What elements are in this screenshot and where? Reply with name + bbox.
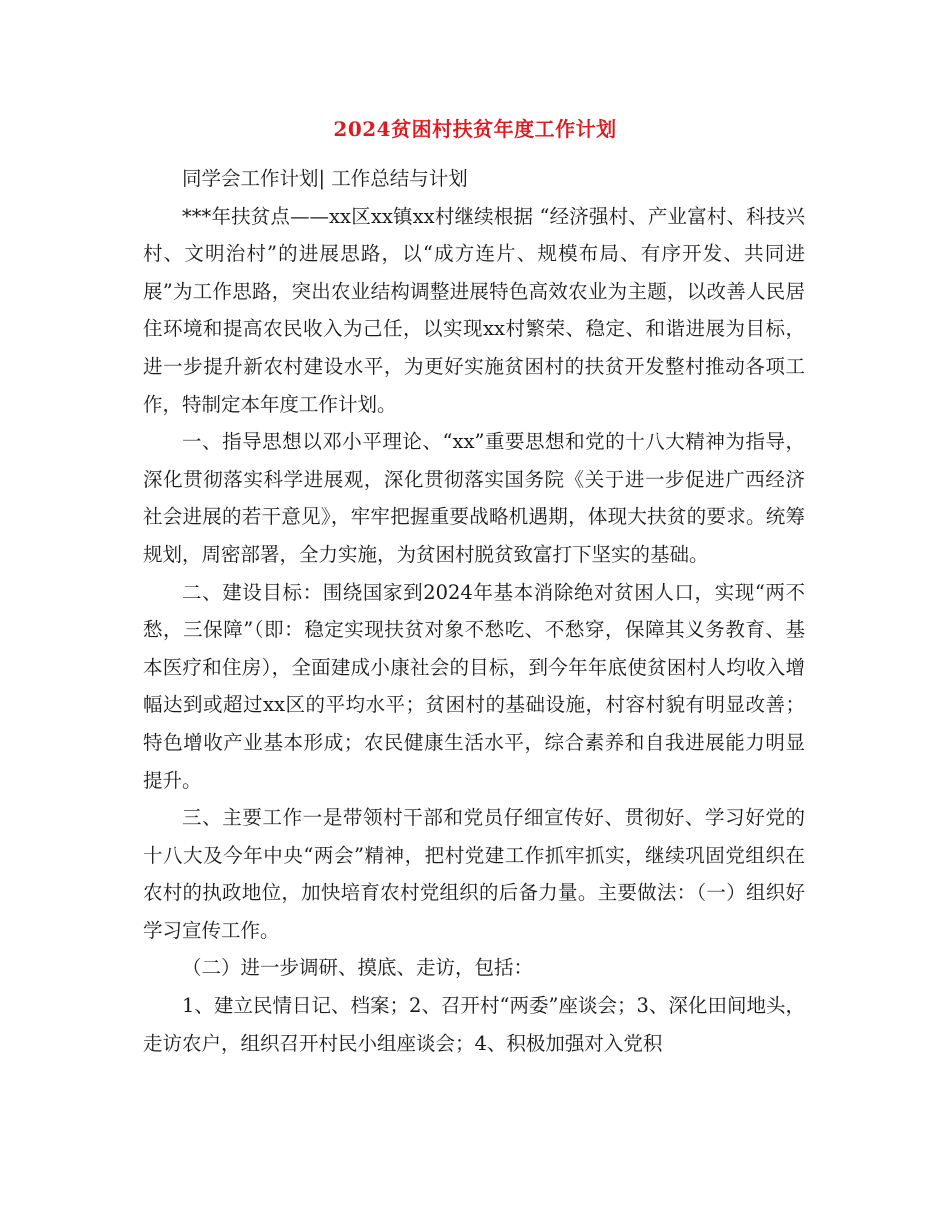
category-line: 同学会工作计划| 工作总结与计划 [182,167,468,190]
paragraph-intro: ***年扶贫点——xx区xx镇xx村继续根据 “经济强村、产业富村、科技兴村、文明治村”的进展思路，以“成方连片、规模布局、有序开发、共同进展”为工作思路，突出农业结构调整进展特色高效农业为主题，以改善人民居住环境和提高农民收入为己任，以实现xx村繁荣、稳定、和谐进展为目标，进一步提升新农村建设水平，为更好实施贫困村的扶贫开发整村推动各项工作，特制定本年度工作计划。 [143,204,805,416]
document-title: 2024贫困村扶贫年度工作计划 [333,117,617,141]
paragraph-guiding-ideology: 一、指导思想以邓小平理论、“xx”重要思想和党的十八大精神为指导，深化贯彻落实科学进展观，深化贯彻落实国务院《关于进一步促进广西经济社会进展的若干意见》，牢牢把握重要战略机遇期，体现大扶贫的要求。统筹规划，周密部署，全力实施，为贫困村脱贫致富打下坚实的基础。 [143,430,805,566]
paragraph-main-work: 三、主要工作一是带领村干部和党员仔细宣传好、贯彻好、学习好党的十八大及今年中央“两会”精神，把村党建工作抓牢抓实，继续巩固党组织在农村的执政地位，加快培育农村党组织的后备力量。主要做法：（一）组织好学习宣传工作。 [143,806,805,942]
paragraph-research: （二）进一步调研、摸底、走访，包括： [182,956,534,980]
paragraph-construction-goals: 二、建设目标：围绕国家到2024年基本消除绝对贫困人口，实现“两不愁，三保障”（即：稳定实现扶贫对象不愁吃、不愁穿，保障其义务教育、基本医疗和住房），全面建成小康社会的目标，到今年年底使贫困村人均收入增幅达到或超过xx区的平均水平；贫困村的基础设施，村容村貌有明显改善；特色增收产业基本形成；农民健康生活水平，综合素养和自我进展能力明显提升。 [143,580,805,792]
document-body [143,160,805,1062]
paragraph-measures: 1、建立民情日记、档案；2、召开村“两委”座谈会；3、深化田间地头，走访农户，组织召开村民小组座谈会；4、积极加强对入党积 [143,994,805,1055]
